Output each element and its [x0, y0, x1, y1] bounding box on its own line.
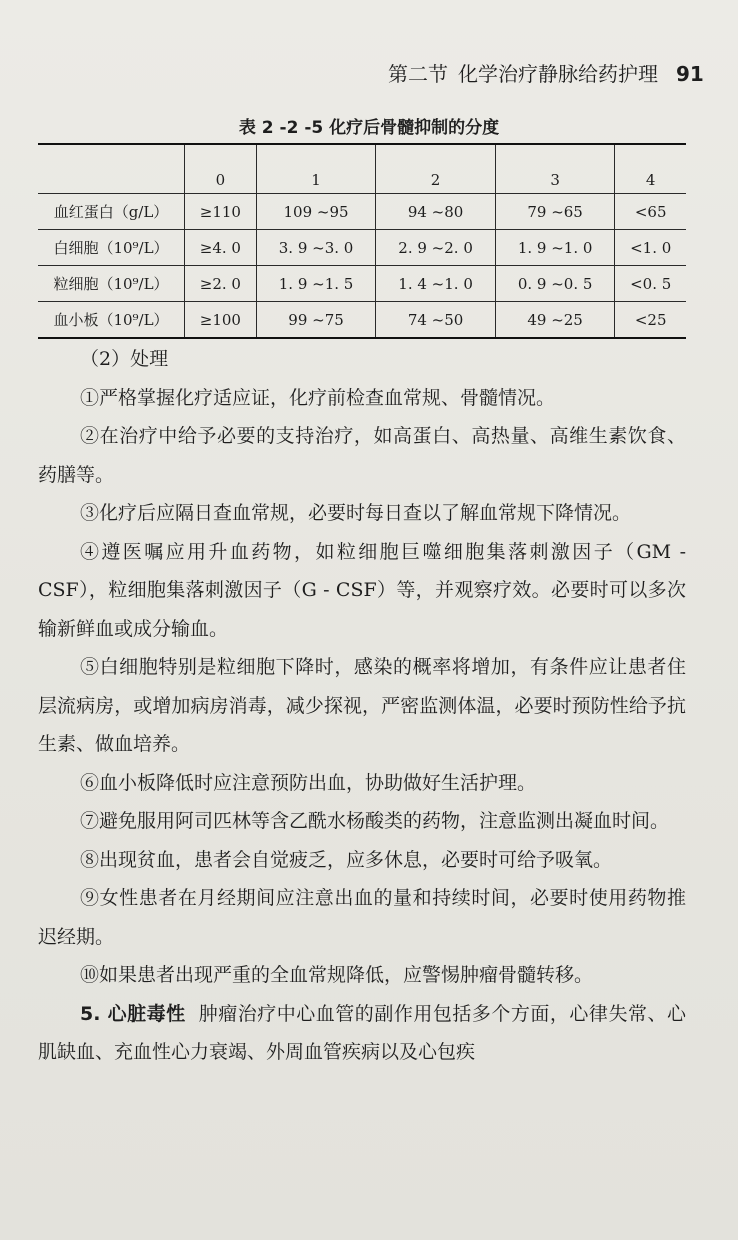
table-row [38, 302, 686, 339]
table-row [38, 230, 686, 266]
table-cell: 白细胞（10⁹/L） [38, 230, 185, 266]
list-item: ⑤白细胞特别是粒细胞下降时，感染的概率将增加，有条件应让患者住层流病房，或增加病房消毒，减少探视，严密监测体温，必要时预防性给予抗生素、做血培养。 [38, 656, 686, 755]
table-header-cell: 2 [376, 144, 496, 194]
table-header-row [38, 144, 686, 194]
table-cell: ≥100 [185, 302, 257, 339]
table-cell: 0. 9 ~0. 5 [495, 266, 615, 302]
table-cell: <1. 0 [615, 230, 686, 266]
list-item: ②在治疗中给予必要的支持治疗，如高蛋白、高热量、高维生素饮食、药膳等。 [38, 425, 686, 486]
table-header-cell: 1 [256, 144, 376, 194]
table-cell: 74 ~50 [376, 302, 496, 339]
table-cell: 99 ~75 [256, 302, 376, 339]
table-row [38, 266, 686, 302]
table-cell: ≥2. 0 [185, 266, 257, 302]
body-text [38, 340, 686, 1072]
table-cell: <25 [615, 302, 686, 339]
table-cell: 1. 9 ~1. 5 [256, 266, 376, 302]
table-header-cell: 3 [495, 144, 615, 194]
list-item: ①严格掌握化疗适应证，化疗前检查血常规、骨髓情况。 [80, 386, 556, 409]
table-header-cell [38, 144, 185, 194]
table-cell: 109 ~95 [256, 194, 376, 230]
table-header-cell: 0 [185, 144, 257, 194]
table-cell: 3. 9 ~3. 0 [256, 230, 376, 266]
table-cell: ≥110 [185, 194, 257, 230]
section-paragraph [38, 995, 686, 1072]
list-item: ⑧出现贫血，患者会自觉疲乏，应多休息，必要时可给予吸氧。 [80, 848, 613, 871]
section-text: 肿瘤治疗中心血管的副作用包括多个方面，心律失常、心肌缺血、充血性心力衰竭、外周血管疾病以及心包疾 [38, 1002, 686, 1063]
list-item: ⑨女性患者在月经期间应注意出血的量和持续时间，必要时使用药物推迟经期。 [38, 887, 686, 948]
list-item: ④遵医嘱应用升血药物，如粒细胞巨噬细胞集落刺激因子（GM - CSF），粒细胞集落刺激因子（G - CSF）等，并观察疗效。必要时可以多次输新鲜血或成分输血。 [38, 540, 686, 640]
table-cell: <65 [615, 194, 686, 230]
table-cell: 1. 9 ~1. 0 [495, 230, 615, 266]
page-number: 91 [676, 62, 704, 86]
table-caption: 表 2 -2 -5 化疗后骨髓抑制的分度 [238, 118, 500, 138]
list-item: ⑥血小板降低时应注意预防出血，协助做好生活护理。 [80, 771, 537, 794]
subheading: （2）处理 [80, 348, 169, 370]
list-item: ③化疗后应隔日查血常规，必要时每日查以了解血常规下降情况。 [80, 502, 632, 524]
header-title: 化学治疗静脉给药护理 [458, 62, 658, 86]
table-cell: 2. 9 ~2. 0 [376, 230, 496, 266]
table-cell: 49 ~25 [495, 302, 615, 339]
running-header [388, 58, 708, 87]
section-title: 5. 心脏毒性 [80, 1002, 186, 1025]
table-cell: <0. 5 [615, 266, 686, 302]
table-cell: ≥4. 0 [185, 230, 257, 266]
list-item: ⑩如果患者出现严重的全血常规降低，应警惕肿瘤骨髓转移。 [80, 964, 594, 986]
table-cell: 79 ~65 [495, 194, 615, 230]
list-item: ⑦避免服用阿司匹林等含乙酰水杨酸类的药物，注意监测出凝血时间。 [80, 810, 670, 832]
table-cell: 血红蛋白（g/L） [38, 194, 185, 230]
header-section: 第二节 [388, 62, 448, 86]
table-cell: 粒细胞（10⁹/L） [38, 266, 185, 302]
bone-marrow-suppression-table [38, 143, 686, 339]
table-row [38, 194, 686, 230]
table-cell: 1. 4 ~1. 0 [376, 266, 496, 302]
table-cell: 94 ~80 [376, 194, 496, 230]
table-header-cell: 4 [615, 144, 686, 194]
table-cell: 血小板（10⁹/L） [38, 302, 185, 339]
